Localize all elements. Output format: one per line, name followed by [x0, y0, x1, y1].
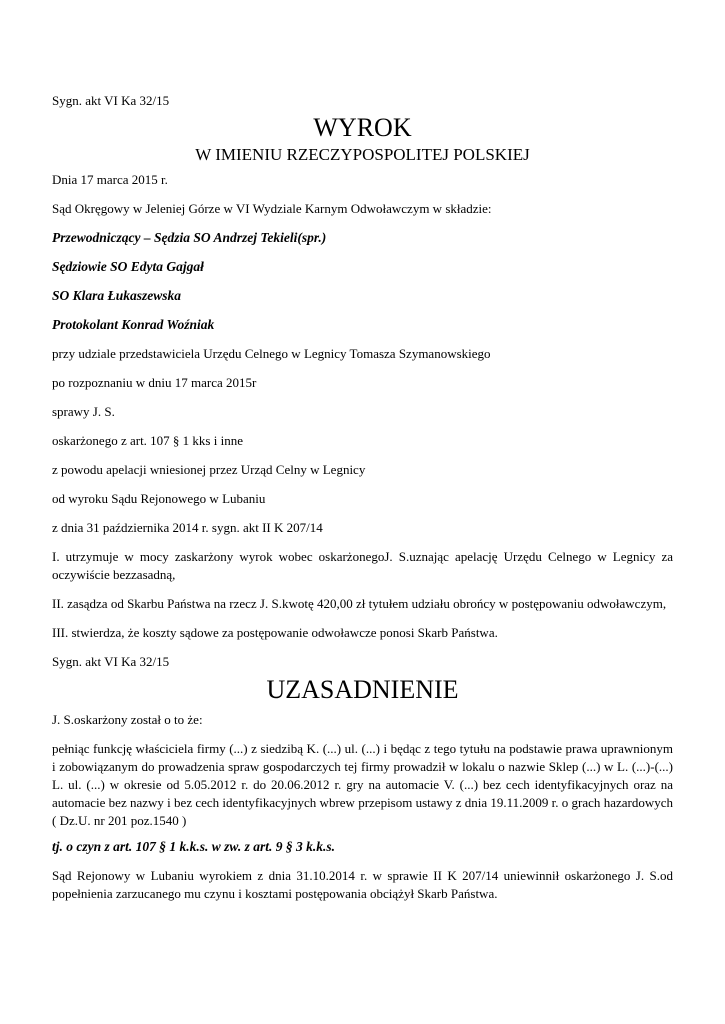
ruling-item: III. stwierdza, że koszty sądowe za postępowanie odwoławcze ponosi Skarb Państwa. [52, 625, 498, 640]
court-clerk: Protokolant Konrad Woźniak [52, 317, 215, 332]
judges-line: Sędziowie SO Edyta Gajgał [52, 259, 204, 274]
court-composition-intro: Sąd Okręgowy w Jeleniej Górze w VI Wydziale Karnym Odwoławczym w składzie: [52, 201, 492, 216]
ruling-item: I. utrzymuje w mocy zaskarżony wyrok wobec oskarżonegoJ. S.uznając apelację Urzędu Celnego w Legnicy za oczywiście bezzasadną, [52, 549, 673, 582]
prosecutor-line: przy udziale przedstawiciela Urzędu Celnego w Legnicy Tomasza Szymanowskiego [52, 346, 491, 361]
case-reference: Sygn. akt VI Ka 32/15 [52, 93, 170, 108]
ruling-item: II. zasądza od Skarbu Państwa na rzecz J. S.kwotę 420,00 zł tytułem udziału obrońcy w postępowaniu odwoławczym, [52, 596, 667, 611]
charge-description: pełniąc funkcję właściciela firmy (...) z siedzibą K. (...) ul. (...) i będąc z tego tytułu na podstawie prawa uprawnionym i zobowiązanym do prowadzenia spraw gospodarczych tej firmy prowadził w lokalu o nazwie Sklep (...) w L. (...)-(...) L. ul. (...) w okresie od 5.05.2012 r. do 20.06.2012 r. gry na automacie V. (...) bez cech identyfikacyjnych oraz na automacie bez nazwy i bez cech identyfikacyjnych wbrew przepisom ustawy z dnia 19.11.2009 r. o grach hazardowych ( Dz.U. nr 201 poz.1540 ) [52, 741, 673, 828]
lower-court-line: od wyroku Sądu Rejonowego w Lubaniu [52, 491, 266, 506]
presiding-judge: Przewodniczący – Sędzia SO Andrzej Tekieli(spr.) [52, 230, 327, 245]
lower-court-verdict: Sąd Rejonowy w Lubaniu wyrokiem z dnia 31.10.2014 r. w sprawie II K 207/14 uniewinnił oskarżonego J. S.od popełnienia zarzucanego mu czynu i kosztami postępowania obciążył Skarb Państwa. [52, 868, 673, 901]
document-subtitle: W IMIENIU RZECZYPOSPOLITEJ POLSKIEJ [195, 145, 530, 164]
justification-title: UZASADNIENIE [266, 675, 459, 704]
offence-qualification: tj. o czyn z art. 107 § 1 k.k.s. w zw. z art. 9 § 3 k.k.s. [52, 839, 336, 854]
appeal-line: z powodu apelacji wniesionej przez Urząd Celny w Legnicy [52, 462, 366, 477]
hearing-date-line: po rozpoznaniu w dniu 17 marca 2015r [52, 375, 257, 390]
case-reference-second: Sygn. akt VI Ka 32/15 [52, 654, 170, 669]
lower-judgment-date-line: z dnia 31 października 2014 r. sygn. akt II K 207/14 [52, 520, 323, 535]
justification-intro: J. S.oskarżony został o to że: [52, 712, 203, 727]
second-judge: SO Klara Łukaszewska [52, 288, 182, 303]
document-title: WYROK [313, 113, 412, 142]
charge-article-line: oskarżonego z art. 107 § 1 kks i inne [52, 433, 243, 448]
judgment-date: Dnia 17 marca 2015 r. [52, 172, 168, 187]
case-party-line: sprawy J. S. [52, 404, 115, 419]
